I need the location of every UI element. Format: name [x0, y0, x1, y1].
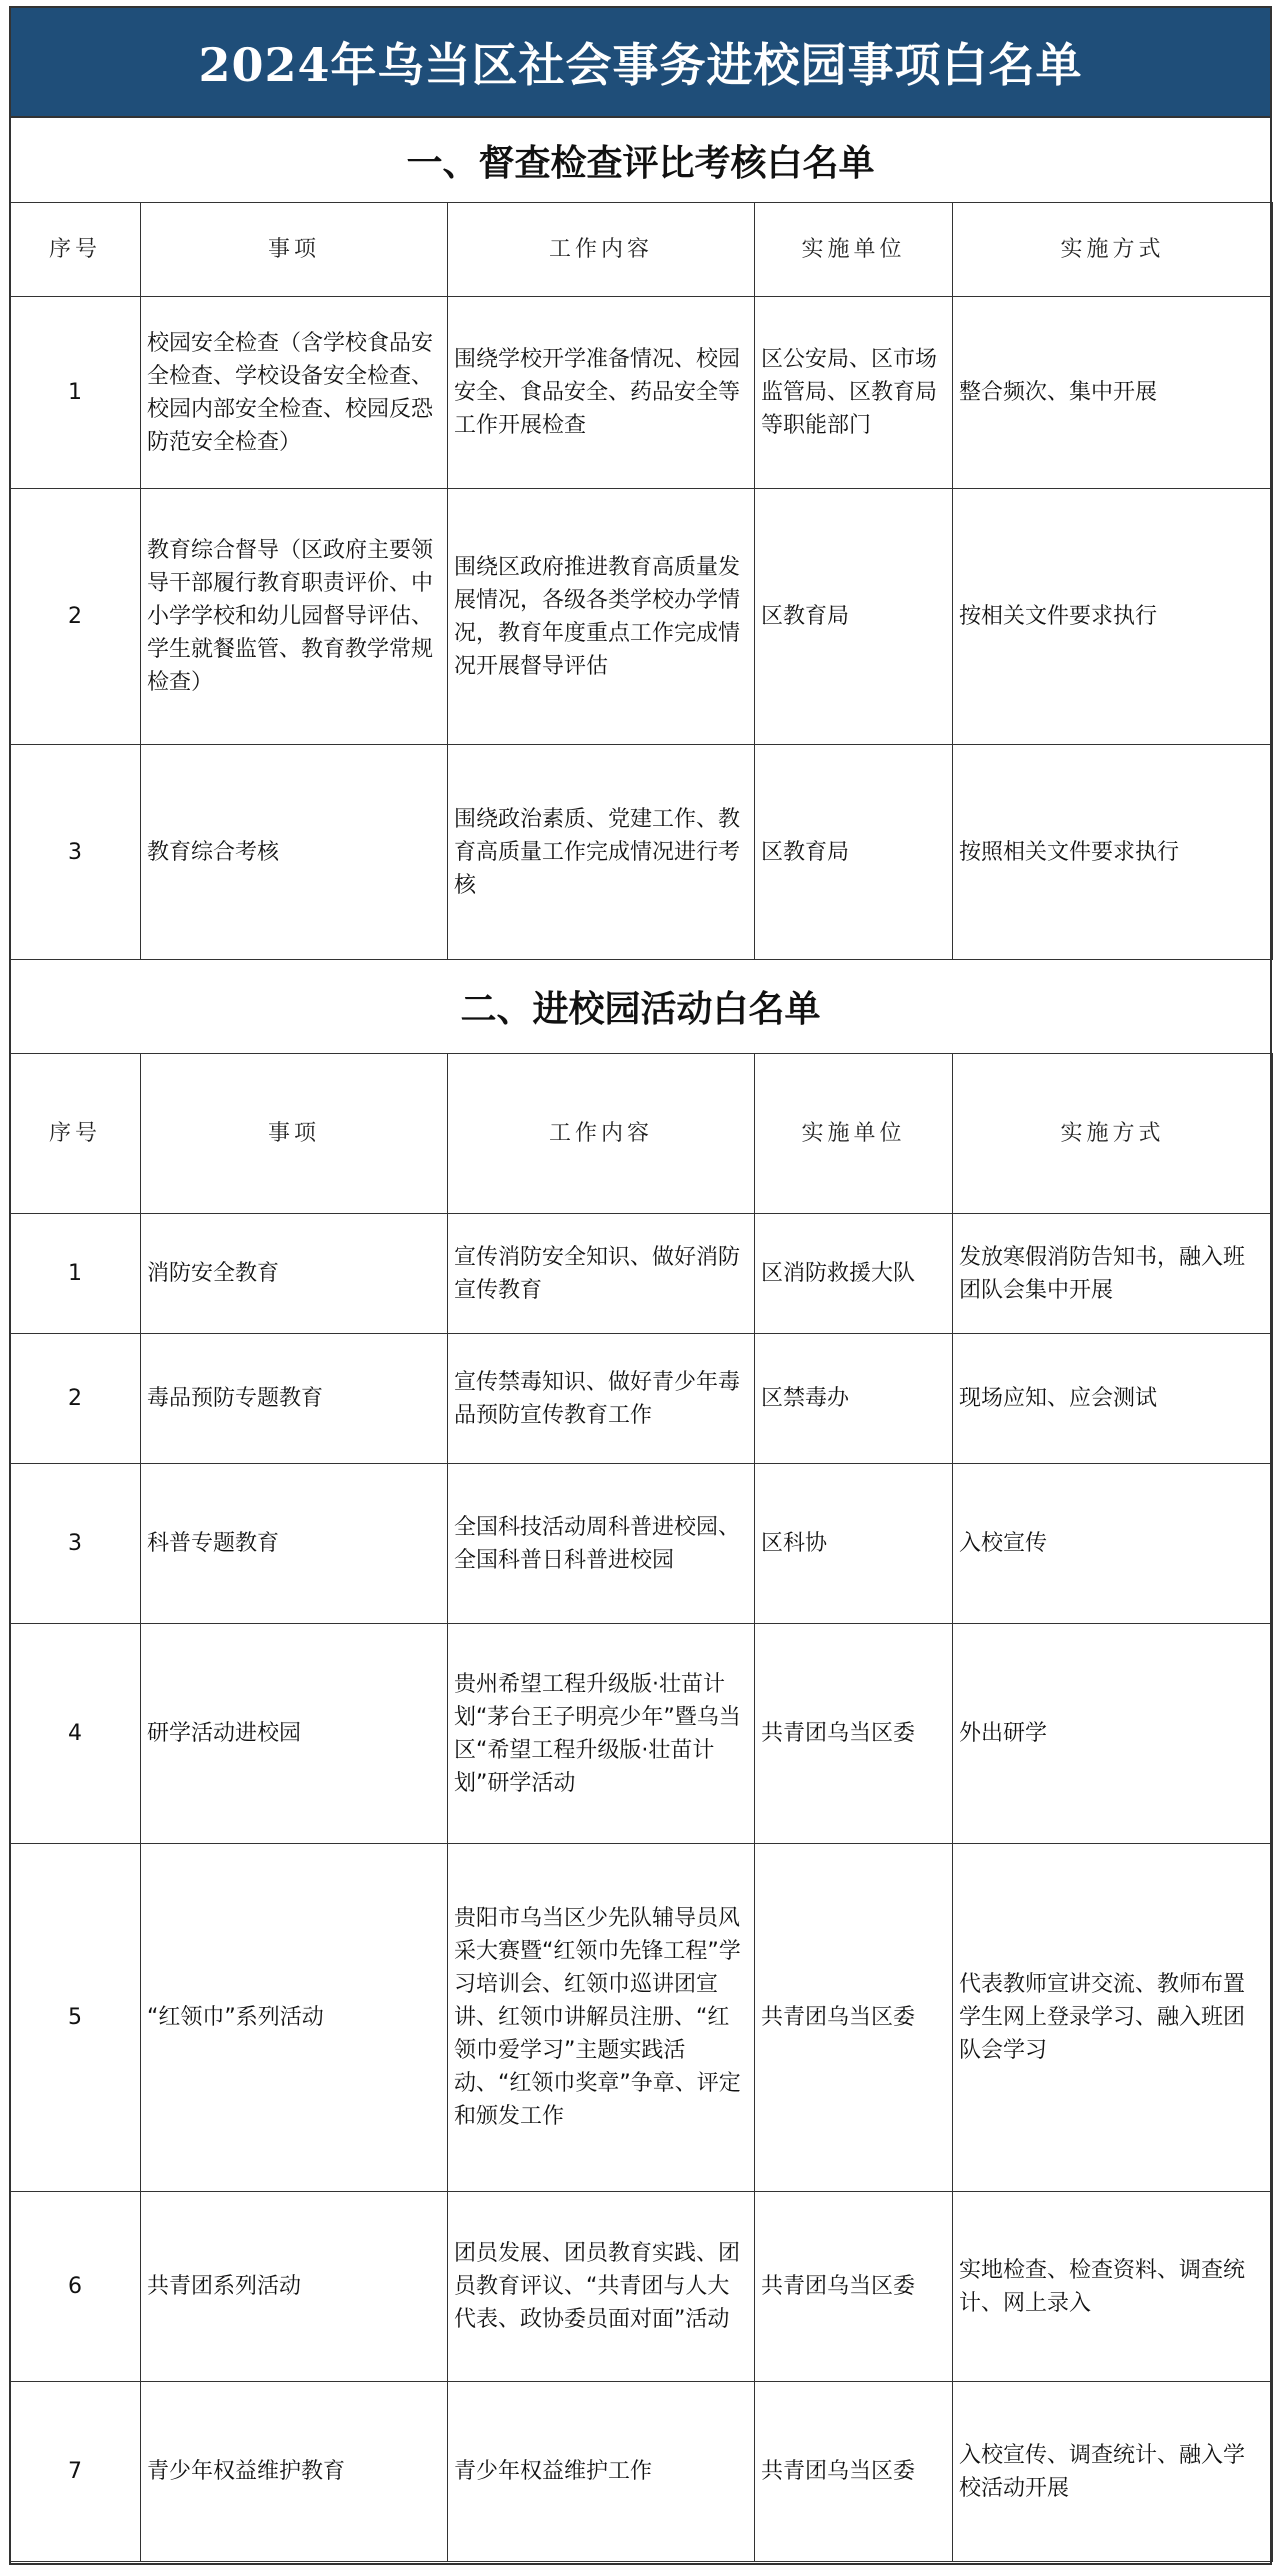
section2-title: 二、进校园活动白名单 — [9, 959, 1272, 1053]
row-index: 3 — [10, 745, 141, 960]
row-content: 团员发展、团员教育实践、团员教育评议、“共青团与人大代表、政协委员面对面”活动 — [448, 2192, 755, 2382]
section2-table — [9, 1053, 1273, 2562]
row-index: 4 — [10, 1624, 141, 1844]
row-method: 入校宣传、调查统计、融入学校活动开展 — [953, 2382, 1273, 2562]
row-index: 1 — [10, 1214, 141, 1334]
header-item: 事项 — [141, 1054, 448, 1214]
row-method: 外出研学 — [953, 1624, 1273, 1844]
row-content: 围绕政治素质、党建工作、教育高质量工作完成情况进行考核 — [448, 745, 755, 960]
row-item: 研学活动进校园 — [141, 1624, 448, 1844]
table-row — [10, 2192, 1273, 2382]
row-content: 全国科技活动周科普进校园、全国科普日科普进校园 — [448, 1464, 755, 1624]
section1-title: 一、督查检查评比考核白名单 — [9, 118, 1272, 202]
table-row — [10, 1844, 1273, 2192]
row-unit: 区消防救援大队 — [755, 1214, 953, 1334]
header-content: 工作内容 — [448, 1054, 755, 1214]
table-row — [10, 1214, 1273, 1334]
row-index: 3 — [10, 1464, 141, 1624]
row-item: 教育综合考核 — [141, 745, 448, 960]
row-method: 按照相关文件要求执行 — [953, 745, 1273, 960]
row-unit: 共青团乌当区委 — [755, 1624, 953, 1844]
row-item: 毒品预防专题教育 — [141, 1334, 448, 1464]
row-unit: 共青团乌当区委 — [755, 1844, 953, 2192]
row-method: 现场应知、应会测试 — [953, 1334, 1273, 1464]
row-method: 代表教师宣讲交流、教师布置学生网上登录学习、融入班团队会学习 — [953, 1844, 1273, 2192]
row-content: 青少年权益维护工作 — [448, 2382, 755, 2562]
header-index: 序号 — [10, 203, 141, 297]
row-unit: 共青团乌当区委 — [755, 2192, 953, 2382]
row-item: 教育综合督导（区政府主要领导干部履行教育职责评价、中小学学校和幼儿园督导评估、学生就餐监管、教育教学常规检查） — [141, 489, 448, 745]
row-unit: 区科协 — [755, 1464, 953, 1624]
row-method: 发放寒假消防告知书，融入班团队会集中开展 — [953, 1214, 1273, 1334]
header-content: 工作内容 — [448, 203, 755, 297]
header-index: 序号 — [10, 1054, 141, 1214]
table-row — [10, 1624, 1273, 1844]
table-header-row — [10, 1054, 1273, 1214]
page-title: 2024年乌当区社会事务进校园事项白名单 — [9, 6, 1272, 118]
row-content: 围绕区政府推进教育高质量发展情况，各级各类学校办学情况，教育年度重点工作完成情况开展督导评估 — [448, 489, 755, 745]
table-row — [10, 297, 1273, 489]
table-row — [10, 1334, 1273, 1464]
row-content: 贵阳市乌当区少先队辅导员风采大赛暨“红领巾先锋工程”学习培训会、红领巾巡讲团宣讲、红领巾讲解员注册、“红领巾爱学习”主题实践活动、“红领巾奖章”争章、评定和颁发工作 — [448, 1844, 755, 2192]
row-unit: 共青团乌当区委 — [755, 2382, 953, 2562]
row-item: 青少年权益维护教育 — [141, 2382, 448, 2562]
table-row — [10, 2382, 1273, 2562]
row-index: 1 — [10, 297, 141, 489]
row-content: 宣传消防安全知识、做好消防宣传教育 — [448, 1214, 755, 1334]
row-index: 6 — [10, 2192, 141, 2382]
row-content: 围绕学校开学准备情况、校园安全、食品安全、药品安全等工作开展检查 — [448, 297, 755, 489]
table-header-row — [10, 203, 1273, 297]
row-method: 入校宣传 — [953, 1464, 1273, 1624]
header-item: 事项 — [141, 203, 448, 297]
row-index: 2 — [10, 489, 141, 745]
row-item: 科普专题教育 — [141, 1464, 448, 1624]
row-index: 2 — [10, 1334, 141, 1464]
row-item: 消防安全教育 — [141, 1214, 448, 1334]
row-method: 按相关文件要求执行 — [953, 489, 1273, 745]
header-unit: 实施单位 — [755, 1054, 953, 1214]
table-row — [10, 489, 1273, 745]
header-method: 实施方式 — [953, 1054, 1273, 1214]
row-unit: 区教育局 — [755, 745, 953, 960]
header-method: 实施方式 — [953, 203, 1273, 297]
row-index: 5 — [10, 1844, 141, 2192]
row-item: “红领巾”系列活动 — [141, 1844, 448, 2192]
table-row — [10, 745, 1273, 960]
row-method: 实地检查、检查资料、调查统计、网上录入 — [953, 2192, 1273, 2382]
section1-table — [9, 202, 1273, 960]
row-unit: 区公安局、区市场监管局、区教育局等职能部门 — [755, 297, 953, 489]
row-content: 贵州希望工程升级版·壮苗计划“茅台王子明亮少年”暨乌当区“希望工程升级版·壮苗计划”研学活动 — [448, 1624, 755, 1844]
row-method: 整合频次、集中开展 — [953, 297, 1273, 489]
row-content: 宣传禁毒知识、做好青少年毒品预防宣传教育工作 — [448, 1334, 755, 1464]
row-unit: 区教育局 — [755, 489, 953, 745]
table-row — [10, 1464, 1273, 1624]
row-index: 7 — [10, 2382, 141, 2562]
row-item: 共青团系列活动 — [141, 2192, 448, 2382]
row-item: 校园安全检查（含学校食品安全检查、学校设备安全检查、校园内部安全检查、校园反恐防范安全检查） — [141, 297, 448, 489]
header-unit: 实施单位 — [755, 203, 953, 297]
row-unit: 区禁毒办 — [755, 1334, 953, 1464]
